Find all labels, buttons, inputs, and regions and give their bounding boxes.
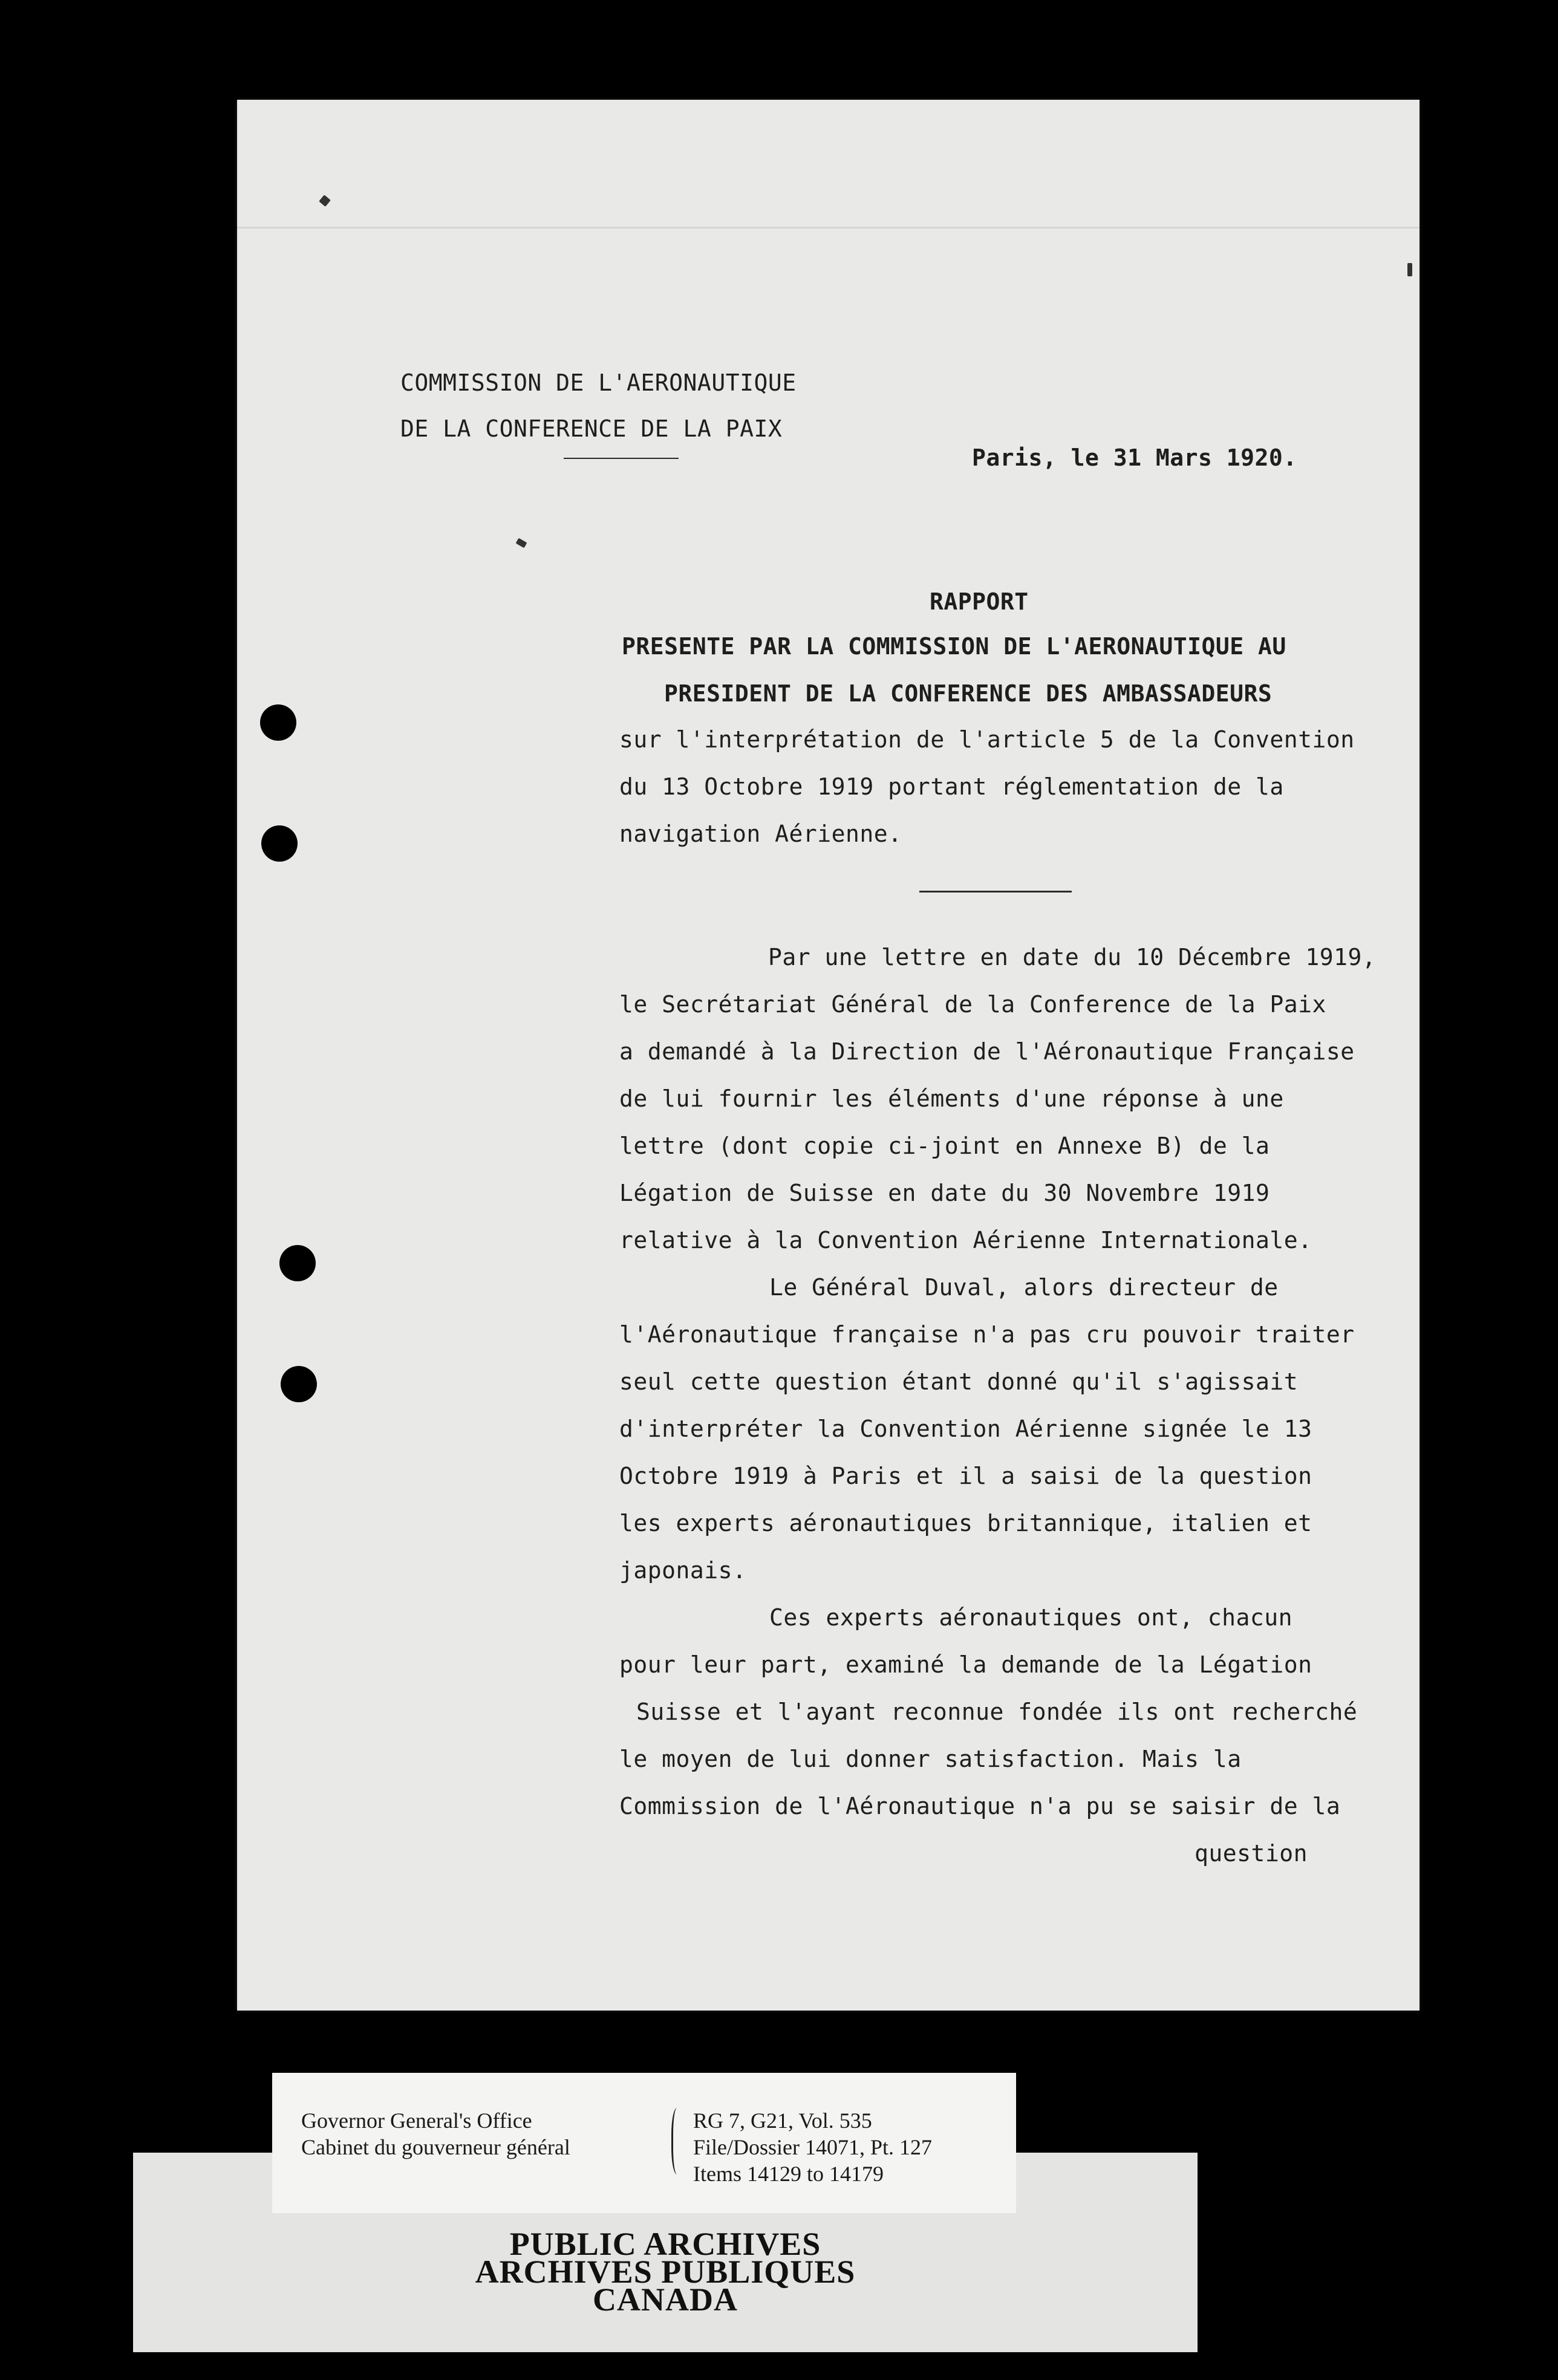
body-line: Ces experts aéronautiques ont, chacun [769, 1604, 1292, 1631]
paper-mark [1407, 263, 1412, 276]
body-line: Légation de Suisse en date du 30 Novembre 1919 [619, 1180, 1270, 1206]
body-line: Commission de l'Aéronautique n'a pu se saisir de la [619, 1793, 1341, 1819]
body-line: a demandé à la Direction de l'Aéronautique Française [619, 1038, 1355, 1065]
label-file-dossier: File/Dossier 14071, Pt. 127 [693, 2135, 933, 2159]
header-rule [564, 458, 679, 459]
header-line-1: COMMISSION DE L'AERONAUTIQUE [400, 369, 797, 396]
archive-label-card [272, 2073, 1016, 2213]
body-line: lettre (dont copie ci-joint en Annexe B) de la [619, 1133, 1270, 1159]
bracket-mark [671, 2108, 685, 2174]
document-page [237, 100, 1419, 2011]
punch-hole [261, 825, 298, 862]
subtitle-line-1: PRESENTE PAR LA COMMISSION DE L'AERONAUTIQUE AU [622, 633, 1286, 660]
subtitle-line-5: navigation Aérienne. [619, 821, 902, 847]
body-line: Le Général Duval, alors directeur de [769, 1274, 1279, 1301]
subtitle-line-4: du 13 Octobre 1919 portant réglementation de la [619, 773, 1284, 800]
body-line: les experts aéronautiques britannique, italien et [619, 1510, 1312, 1536]
subtitle-line-2: PRESIDENT DE LA CONFERENCE DES AMBASSADEURS [664, 680, 1273, 707]
subtitle-line-3: sur l'interprétation de l'article 5 de la Convention [619, 726, 1355, 753]
label-office-fr: Cabinet du gouverneur général [301, 2135, 570, 2159]
body-line: Suisse et l'ayant reconnue fondée ils ont recherché [636, 1699, 1358, 1725]
body-line: pour leur part, examiné la demande de la Légation [619, 1651, 1312, 1678]
punch-hole [281, 1366, 317, 1402]
label-record-group: RG 7, G21, Vol. 535 [693, 2109, 872, 2133]
paper-mark [516, 538, 527, 548]
punch-hole [279, 1245, 316, 1281]
body-line: relative à la Convention Aérienne Internationale. [619, 1227, 1312, 1253]
body-line: Octobre 1919 à Paris et il a saisi de la question [619, 1463, 1312, 1489]
body-line: de lui fournir les éléments d'une réponse à une [619, 1085, 1284, 1112]
page-fold-line [237, 227, 1419, 229]
catchword: question [1195, 1840, 1308, 1867]
body-line: l'Aéronautique française n'a pas cru pouvoir traiter [619, 1321, 1355, 1348]
stamp-line-1: PUBLIC ARCHIVES [509, 2226, 821, 2262]
body-line: japonais. [619, 1557, 747, 1584]
body-line: le moyen de lui donner satisfaction. Mais la [619, 1746, 1242, 1772]
body-line: Par une lettre en date du 10 Décembre 1919, [768, 944, 1377, 971]
header-line-2: DE LA CONFERENCE DE LA PAIX [400, 415, 783, 442]
document-date: Paris, le 31 Mars 1920. [972, 444, 1297, 471]
document-title: RAPPORT [930, 588, 1029, 615]
body-line: le Secrétariat Général de la Conference de la Paix [619, 991, 1326, 1018]
body-line: d'interpréter la Convention Aérienne signée le 13 [619, 1416, 1312, 1442]
stamp-line-2: ARCHIVES PUBLIQUES [475, 2254, 856, 2290]
label-items: Items 14129 to 14179 [693, 2162, 884, 2186]
body-line: seul cette question étant donné qu'il s'agissait [619, 1368, 1299, 1395]
punch-hole [260, 704, 296, 741]
paper-mark [319, 195, 331, 207]
label-office-en: Governor General's Office [301, 2109, 532, 2133]
stamp-line-3: CANADA [593, 2281, 738, 2318]
section-rule [919, 891, 1072, 892]
